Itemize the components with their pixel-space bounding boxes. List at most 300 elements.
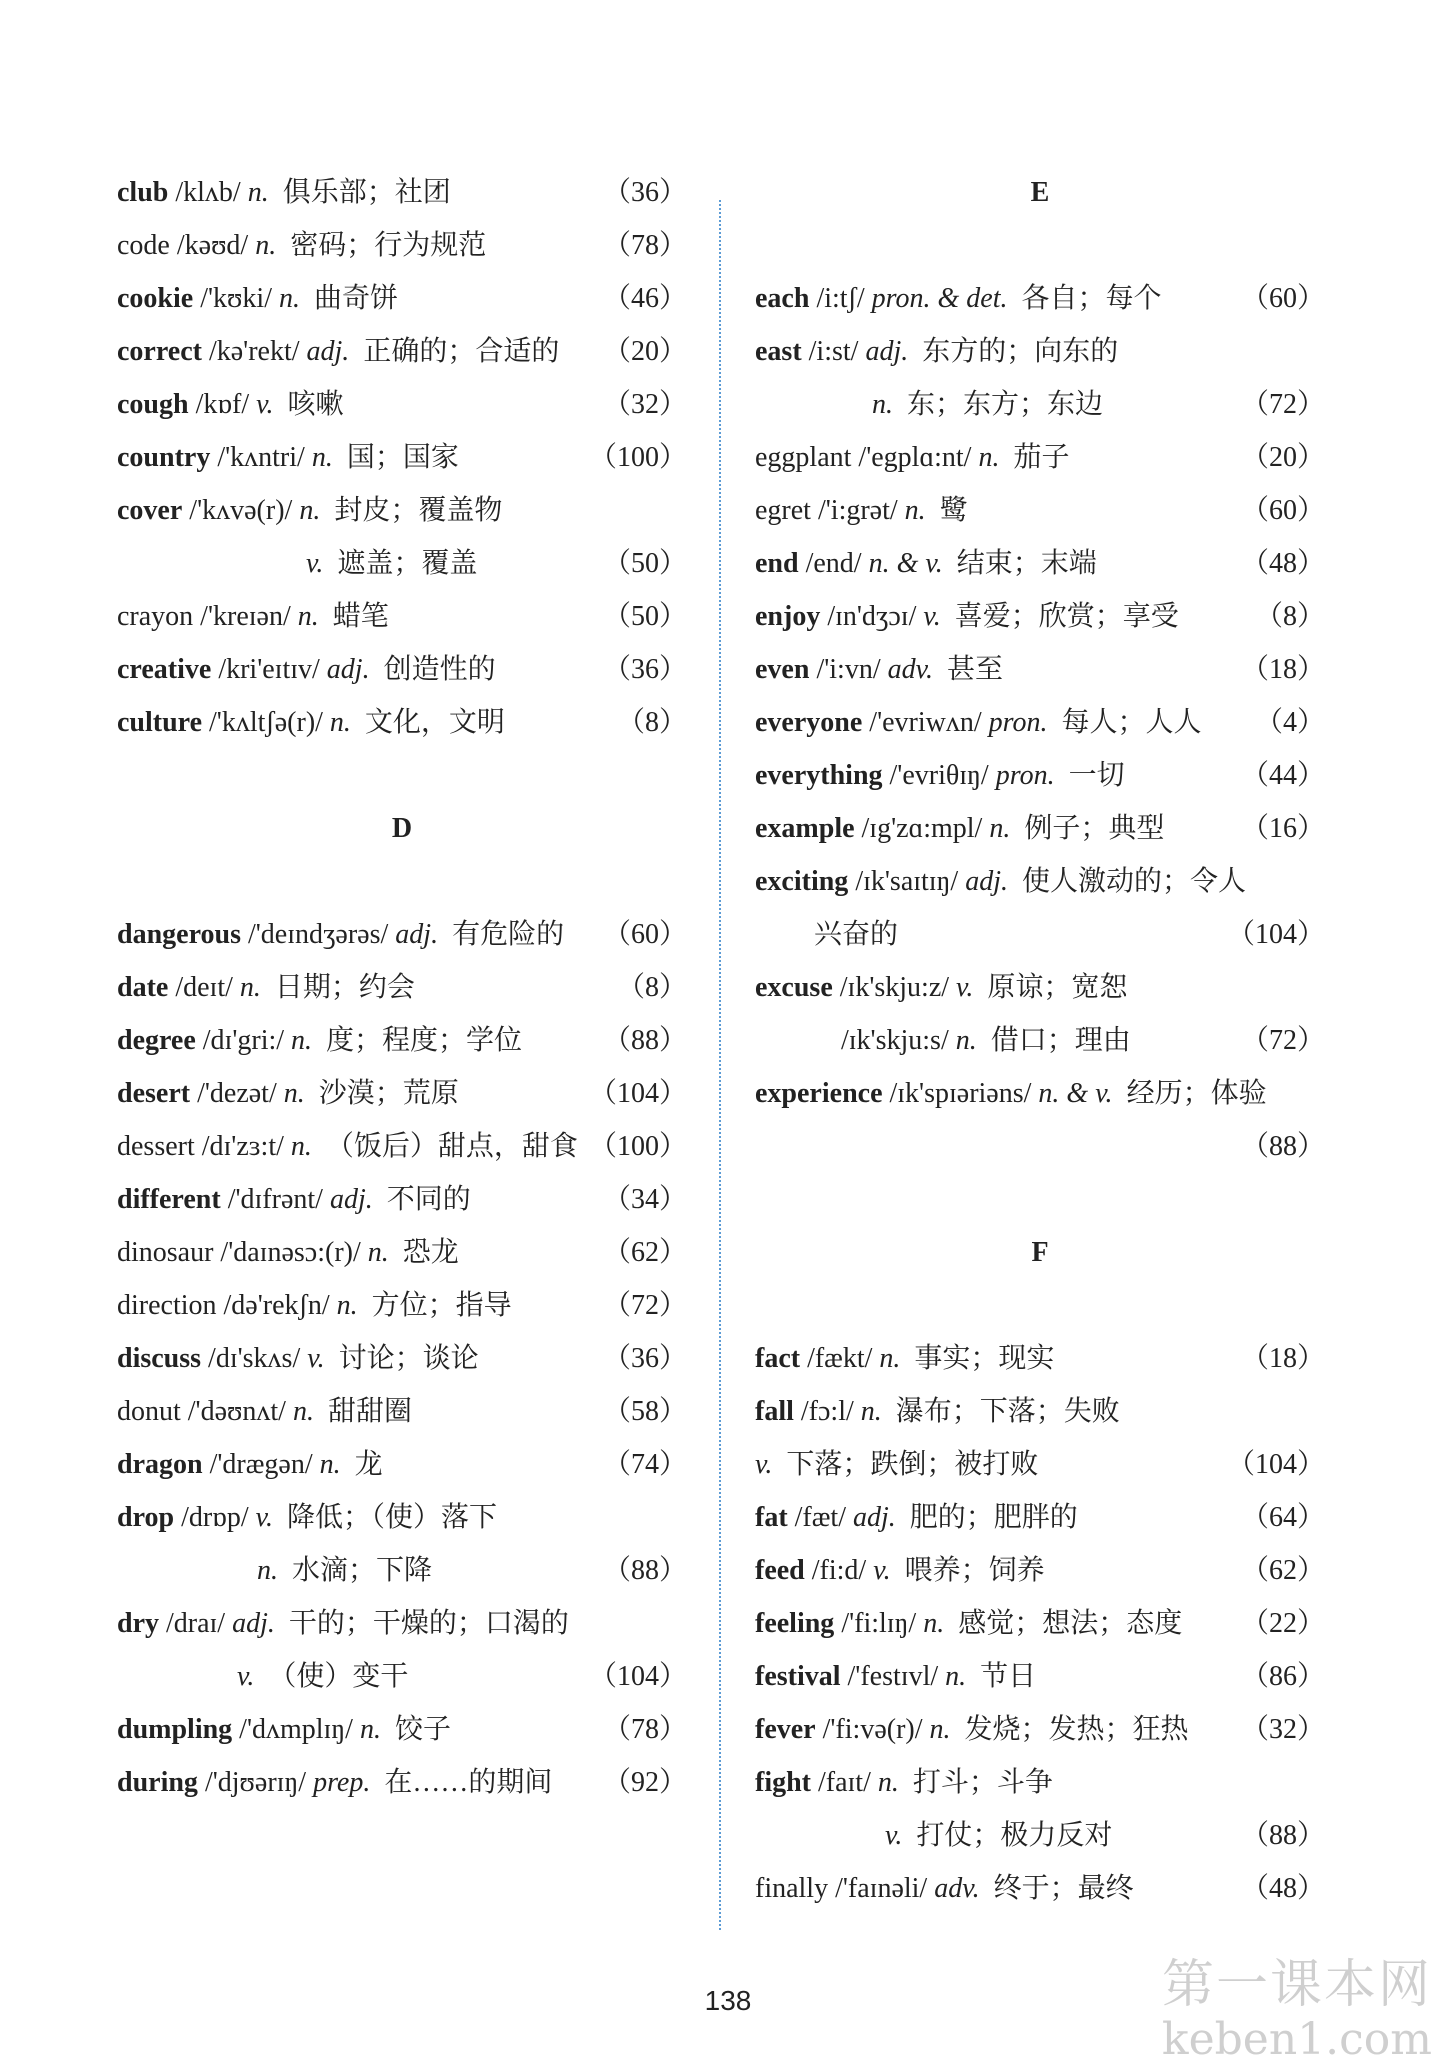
page-reference: （104） <box>1226 919 1325 950</box>
part-of-speech: n. <box>319 1449 341 1480</box>
page-number: 138 <box>704 1985 752 2016</box>
glossary-entry <box>755 756 1325 796</box>
phonetic: /faɪt/ <box>811 1767 878 1798</box>
definition: 使人激动的；令人 <box>1008 866 1247 897</box>
definition: 创造性的 <box>369 654 496 685</box>
definition: 终于；最终 <box>979 1873 1134 1904</box>
phonetic: /klʌb/ <box>168 177 248 208</box>
definition: 俱乐部；社团 <box>268 177 451 208</box>
phonetic: /fi:d/ <box>804 1555 874 1586</box>
definition: 不同的 <box>372 1184 471 1215</box>
page-reference: （44） <box>1240 760 1325 791</box>
page-reference: （100） <box>588 442 687 473</box>
glossary-entry <box>755 650 1325 690</box>
definition: 发烧；发热；狂热 <box>950 1714 1189 1745</box>
definition: 沙漠；荒原 <box>304 1078 459 1109</box>
glossary-entry <box>117 544 687 584</box>
part-of-speech: n. <box>989 813 1011 844</box>
definition: 喂养；饲养 <box>890 1555 1045 1586</box>
page-reference: （72） <box>602 1290 687 1321</box>
definition: 每人；人人 <box>1047 707 1202 738</box>
glossary-entry <box>117 1551 687 1591</box>
definition: 方位；指导 <box>357 1290 512 1321</box>
definition: 结束；末端 <box>942 548 1097 579</box>
headword: even <box>755 654 810 685</box>
definition: 借口；理由 <box>976 1025 1131 1056</box>
page-reference: （8） <box>616 972 687 1003</box>
glossary-entry <box>755 1127 1325 1167</box>
glossary-entry <box>755 703 1325 743</box>
headword: each <box>755 283 810 314</box>
page-reference: （86） <box>1240 1661 1325 1692</box>
phonetic: /end/ <box>798 548 869 579</box>
glossary-entry <box>117 1710 687 1750</box>
headword: dumpling <box>117 1714 233 1745</box>
headword: excuse <box>755 972 833 1003</box>
headword: example <box>755 813 855 844</box>
phonetic: finally /'faɪnəli/ <box>755 1873 935 1904</box>
phonetic: /fɔ:l/ <box>793 1396 861 1427</box>
page-reference: （64） <box>1240 1502 1325 1533</box>
definition: 肥的；肥胖的 <box>895 1502 1078 1533</box>
page-reference: （46） <box>602 283 687 314</box>
glossary-entry <box>117 332 687 372</box>
phonetic: /ɪn'dʒɔɪ/ <box>820 601 924 632</box>
glossary-entry <box>755 544 1325 584</box>
glossary-entry <box>755 332 1325 372</box>
page-reference: （72） <box>1240 1025 1325 1056</box>
part-of-speech: n. <box>278 283 300 314</box>
part-of-speech: adj. <box>853 1502 896 1533</box>
definition: 恐龙 <box>388 1237 459 1268</box>
glossary-entry <box>117 915 687 955</box>
definition: 茄子 <box>999 442 1070 473</box>
part-of-speech: pron. & det. <box>871 283 1008 314</box>
definition: 有危险的 <box>438 919 565 950</box>
page-reference: （20） <box>1240 442 1325 473</box>
part-of-speech: n. <box>329 707 351 738</box>
part-of-speech: n. <box>877 1767 899 1798</box>
glossary-entry <box>117 968 687 1008</box>
headword: experience <box>755 1078 883 1109</box>
watermark-title: 第一课本网 <box>1161 1955 1432 2015</box>
phonetic: /ɪk'skju:z/ <box>832 972 957 1003</box>
phonetic: egret /'i:grət/ <box>755 495 905 526</box>
part-of-speech: n. <box>872 389 893 420</box>
phonetic: /'fi:və(r)/ <box>815 1714 930 1745</box>
page-reference: （18） <box>1240 654 1325 685</box>
glossary-entry <box>117 1180 687 1220</box>
phonetic: /'deɪndʒərəs/ <box>240 919 396 950</box>
phonetic: direction /də'rekʃn/ <box>117 1290 337 1321</box>
definition: 咳嗽 <box>273 389 344 420</box>
part-of-speech: n. <box>978 442 1000 473</box>
glossary-entry <box>755 1392 1325 1432</box>
glossary-entry <box>117 703 687 743</box>
part-of-speech: n. <box>291 1025 313 1056</box>
phonetic: /ɪk'spɪəriəns/ <box>882 1078 1039 1109</box>
phonetic: dinosaur /'daɪnəsɔ:(r)/ <box>117 1237 368 1268</box>
headword: fall <box>755 1396 794 1427</box>
part-of-speech: n. <box>923 1608 945 1639</box>
phonetic: /'fi:lɪŋ/ <box>834 1608 924 1639</box>
headword: enjoy <box>755 601 821 632</box>
glossary-entry <box>755 597 1325 637</box>
definition: 文化，文明 <box>350 707 505 738</box>
page-reference: （48） <box>1240 1873 1325 1904</box>
definition: 节日 <box>966 1661 1037 1692</box>
phonetic: /'kʌvə(r)/ <box>182 495 300 526</box>
phonetic: /dɪ'gri:/ <box>195 1025 292 1056</box>
glossary-entry <box>755 1074 1325 1114</box>
definition: 封皮；覆盖物 <box>320 495 503 526</box>
glossary-entry <box>117 1657 687 1697</box>
glossary-entry <box>117 1233 687 1273</box>
part-of-speech: n. <box>290 1131 312 1162</box>
glossary-entry <box>117 385 687 425</box>
glossary-entry <box>755 968 1325 1008</box>
phonetic: eggplant /'egplɑ:nt/ <box>755 442 979 473</box>
definition: 讨论；谈论 <box>324 1343 479 1374</box>
headword: festival <box>755 1661 841 1692</box>
page-reference: （60） <box>1240 283 1325 314</box>
headword: cough <box>117 389 189 420</box>
headword: dragon <box>117 1449 203 1480</box>
headword: east <box>755 336 802 367</box>
glossary-entry <box>117 491 687 531</box>
part-of-speech: n. <box>359 1714 381 1745</box>
headword: cookie <box>117 283 194 314</box>
definition: 遮盖；覆盖 <box>323 548 478 579</box>
headword: everything <box>755 760 883 791</box>
definition: 各自；每个 <box>1007 283 1162 314</box>
page-reference: （74） <box>602 1449 687 1480</box>
part-of-speech: adj. <box>306 336 350 367</box>
definition: 鹭 <box>925 495 968 526</box>
headword: during <box>117 1767 198 1798</box>
glossary-entry <box>117 1339 687 1379</box>
phonetic: /'kʌltʃə(r)/ <box>202 707 330 738</box>
definition: 降低；（使）落下 <box>272 1502 497 1533</box>
page-reference: （8） <box>616 707 687 738</box>
headword: creative <box>117 654 212 685</box>
page-reference: （72） <box>1240 389 1325 420</box>
part-of-speech: v. <box>255 1502 273 1533</box>
definition: 甚至 <box>932 654 1003 685</box>
page-reference: （50） <box>602 548 687 579</box>
glossary-entry <box>117 1445 687 1485</box>
page-reference: （88） <box>602 1555 687 1586</box>
part-of-speech: n. <box>929 1714 951 1745</box>
column-divider <box>719 200 721 1930</box>
phonetic: /deɪt/ <box>168 972 240 1003</box>
part-of-speech: v. <box>923 601 941 632</box>
glossary-entry <box>755 1551 1325 1591</box>
glossary-entry <box>755 385 1325 425</box>
glossary-entry <box>755 1339 1325 1379</box>
page-reference: （78） <box>602 230 687 261</box>
page-reference: （104） <box>1226 1449 1325 1480</box>
glossary-entry <box>755 1021 1325 1061</box>
phonetic: code /kəʊd/ <box>117 230 256 261</box>
glossary-entry <box>117 173 687 213</box>
page-reference: （88） <box>602 1025 687 1056</box>
watermark-url: keben1.com <box>1161 2014 1432 2065</box>
glossary-entry <box>755 809 1325 849</box>
page-reference: （62） <box>1240 1555 1325 1586</box>
part-of-speech: n. <box>367 1237 389 1268</box>
page-reference: （16） <box>1240 813 1325 844</box>
definition: 兴奋的 <box>814 919 899 950</box>
page-reference: （32） <box>602 389 687 420</box>
glossary-entry <box>755 1657 1325 1697</box>
definition: 度；程度；学位 <box>312 1025 523 1056</box>
headword: desert <box>117 1078 191 1109</box>
page-reference: （32） <box>1240 1714 1325 1745</box>
glossary-entry <box>117 1604 687 1644</box>
definition: 曲奇饼 <box>299 283 398 314</box>
part-of-speech: n. <box>247 177 269 208</box>
definition: 感觉；想法；态度 <box>944 1608 1183 1639</box>
part-of-speech: prep. <box>313 1767 371 1798</box>
page-reference: （88） <box>1240 1820 1325 1851</box>
glossary-entry <box>755 1816 1325 1856</box>
page-reference: （60） <box>602 919 687 950</box>
phonetic: /fæt/ <box>787 1502 853 1533</box>
glossary-entry <box>755 1498 1325 1538</box>
phonetic: /'evriθɪŋ/ <box>882 760 996 791</box>
part-of-speech: adj. <box>965 866 1008 897</box>
part-of-speech: adj. <box>329 1184 373 1215</box>
part-of-speech: n. <box>257 1555 278 1586</box>
headword: culture <box>117 707 203 738</box>
glossary-entry <box>755 1763 1325 1803</box>
headword: degree <box>117 1025 196 1056</box>
part-of-speech: n. <box>311 442 333 473</box>
glossary-entry <box>117 1021 687 1061</box>
headword: dry <box>117 1608 159 1639</box>
part-of-speech: n. <box>904 495 926 526</box>
definition: 东方的；向东的 <box>908 336 1119 367</box>
page-reference: （18） <box>1240 1343 1325 1374</box>
glossary-entry <box>755 1604 1325 1644</box>
definition: 一切 <box>1054 760 1125 791</box>
page-reference: （34） <box>602 1184 687 1215</box>
definition: 喜爱；欣赏；享受 <box>940 601 1179 632</box>
phonetic: /kɒf/ <box>188 389 257 420</box>
phonetic: /fækt/ <box>800 1343 880 1374</box>
definition: 正确的；合适的 <box>349 336 560 367</box>
glossary-entry <box>755 1445 1325 1485</box>
part-of-speech: n. & v. <box>1038 1078 1113 1109</box>
phonetic: /'dezət/ <box>190 1078 284 1109</box>
definition: 打仗；极力反对 <box>902 1820 1113 1851</box>
page-reference: （36） <box>602 654 687 685</box>
phonetic: donut /'dəʊnʌt/ <box>117 1396 293 1427</box>
glossary-entry <box>755 915 1325 955</box>
part-of-speech: n. <box>239 972 261 1003</box>
headword: cover <box>117 495 183 526</box>
part-of-speech: n. <box>879 1343 901 1374</box>
definition: （使）变干 <box>254 1661 409 1692</box>
definition: 东；东方；东边 <box>893 389 1104 420</box>
phonetic: crayon /'kreɪən/ <box>117 601 298 632</box>
section-header: D <box>391 813 413 844</box>
headword: country <box>117 442 211 473</box>
part-of-speech: adj. <box>865 336 909 367</box>
phonetic: /ɪg'zɑ:mpl/ <box>854 813 990 844</box>
part-of-speech: v. <box>307 1343 325 1374</box>
page-reference: （36） <box>602 1343 687 1374</box>
glossary-entry <box>117 279 687 319</box>
glossary-entry <box>755 862 1325 902</box>
headword: date <box>117 972 169 1003</box>
part-of-speech: v. <box>237 1661 255 1692</box>
part-of-speech: n. <box>336 1290 358 1321</box>
definition: （饭后）甜点，甜食 <box>311 1131 578 1162</box>
page-reference: （22） <box>1240 1608 1325 1639</box>
definition: 日期；约会 <box>260 972 415 1003</box>
definition: 饺子 <box>380 1714 451 1745</box>
phonetic: /dɪ'skʌs/ <box>201 1343 308 1374</box>
glossary-entry <box>755 491 1325 531</box>
part-of-speech: adj. <box>326 654 370 685</box>
part-of-speech: v. <box>755 1449 773 1480</box>
part-of-speech: n. <box>283 1078 305 1109</box>
headword: fact <box>755 1343 801 1374</box>
page-reference: （50） <box>602 601 687 632</box>
headword: fever <box>755 1714 816 1745</box>
glossary-entry <box>755 1710 1325 1750</box>
definition: 事实；现实 <box>900 1343 1055 1374</box>
page-reference: （58） <box>602 1396 687 1427</box>
glossary-entry <box>117 1498 687 1538</box>
page-reference: （62） <box>602 1237 687 1268</box>
definition: 国；国家 <box>332 442 459 473</box>
glossary-entry <box>755 438 1325 478</box>
definition: 龙 <box>340 1449 383 1480</box>
page-reference: （104） <box>588 1661 687 1692</box>
part-of-speech: n. <box>945 1661 967 1692</box>
definition: 例子；典型 <box>1010 813 1165 844</box>
glossary-entry <box>117 597 687 637</box>
part-of-speech: n. <box>255 230 277 261</box>
page-reference: （36） <box>602 177 687 208</box>
part-of-speech: n. <box>299 495 321 526</box>
part-of-speech: adv. <box>934 1873 980 1904</box>
page-reference: （20） <box>602 336 687 367</box>
headword: drop <box>117 1502 175 1533</box>
headword: feeling <box>755 1608 835 1639</box>
glossary-entry <box>755 279 1325 319</box>
glossary-entry <box>117 1763 687 1803</box>
phonetic: /i:st/ <box>801 336 866 367</box>
headword: different <box>117 1184 221 1215</box>
glossary-entry <box>117 1286 687 1326</box>
page-reference: （104） <box>588 1078 687 1109</box>
page-reference: （8） <box>1254 601 1325 632</box>
definition: 水滴；下降 <box>278 1555 433 1586</box>
headword: correct <box>117 336 202 367</box>
phonetic: /draɪ/ <box>159 1608 233 1639</box>
definition: 瀑布；下落；失败 <box>881 1396 1120 1427</box>
headword: discuss <box>117 1343 202 1374</box>
part-of-speech: v. <box>306 548 324 579</box>
definition: 干的；干燥的；口渴的 <box>274 1608 569 1639</box>
headword: club <box>117 177 169 208</box>
phonetic: /'drægən/ <box>202 1449 320 1480</box>
headword: fight <box>755 1767 811 1798</box>
part-of-speech: v. <box>885 1820 903 1851</box>
page-reference: （92） <box>602 1767 687 1798</box>
headword: end <box>755 548 799 579</box>
part-of-speech: v. <box>956 972 974 1003</box>
definition: 原谅；宽恕 <box>973 972 1128 1003</box>
page-reference: （48） <box>1240 548 1325 579</box>
phonetic: /ɪk'saɪtɪŋ/ <box>848 866 966 897</box>
part-of-speech: adj. <box>395 919 439 950</box>
glossary-entry <box>117 650 687 690</box>
glossary-entry <box>755 1869 1325 1909</box>
phonetic: /'evriwʌn/ <box>862 707 989 738</box>
part-of-speech: n. <box>955 1025 977 1056</box>
phonetic: /'kʌntri/ <box>210 442 312 473</box>
definition: 在……的期间 <box>370 1767 553 1798</box>
part-of-speech: n. <box>292 1396 314 1427</box>
phonetic: dessert /dɪ'zɜ:t/ <box>117 1131 291 1162</box>
phonetic: /'festɪvl/ <box>840 1661 946 1692</box>
phonetic: /'dɪfrənt/ <box>220 1184 330 1215</box>
phonetic: /'kʊki/ <box>193 283 279 314</box>
watermark <box>1162 1955 1432 2065</box>
glossary-entry <box>117 1127 687 1167</box>
phonetic: /drɒp/ <box>174 1502 256 1533</box>
part-of-speech: pron. <box>988 707 1048 738</box>
phonetic: /'dʌmplɪŋ/ <box>232 1714 360 1745</box>
page-reference: （4） <box>1254 707 1325 738</box>
definition: 打斗；斗争 <box>898 1767 1053 1798</box>
headword: fat <box>755 1502 788 1533</box>
page-reference: （78） <box>602 1714 687 1745</box>
phonetic: /i:tʃ/ <box>809 283 872 314</box>
part-of-speech: n. <box>860 1396 882 1427</box>
headword: everyone <box>755 707 863 738</box>
glossary-entry <box>117 226 687 266</box>
definition: 下落；跌倒；被打败 <box>772 1449 1039 1480</box>
section-header: E <box>1030 177 1050 208</box>
glossary-entry <box>117 1074 687 1114</box>
part-of-speech: adj. <box>232 1608 275 1639</box>
part-of-speech: n. <box>297 601 319 632</box>
part-of-speech: v. <box>873 1555 891 1586</box>
page-reference: （88） <box>1240 1131 1325 1162</box>
section-header: F <box>1031 1237 1049 1268</box>
page-reference: （100） <box>588 1131 687 1162</box>
phonetic: /kri'eɪtɪv/ <box>211 654 327 685</box>
page-reference: （60） <box>1240 495 1325 526</box>
part-of-speech: n. & v. <box>868 548 943 579</box>
part-of-speech: adv. <box>887 654 933 685</box>
glossary-entry <box>117 438 687 478</box>
part-of-speech: v. <box>256 389 274 420</box>
headword: exciting <box>755 866 849 897</box>
phonetic: /kə'rekt/ <box>201 336 307 367</box>
glossary-entry <box>117 1392 687 1432</box>
phonetic: /ɪk'skju:s/ <box>841 1025 956 1056</box>
definition: 经历；体验 <box>1112 1078 1267 1109</box>
part-of-speech: pron. <box>995 760 1055 791</box>
definition: 蜡笔 <box>318 601 389 632</box>
